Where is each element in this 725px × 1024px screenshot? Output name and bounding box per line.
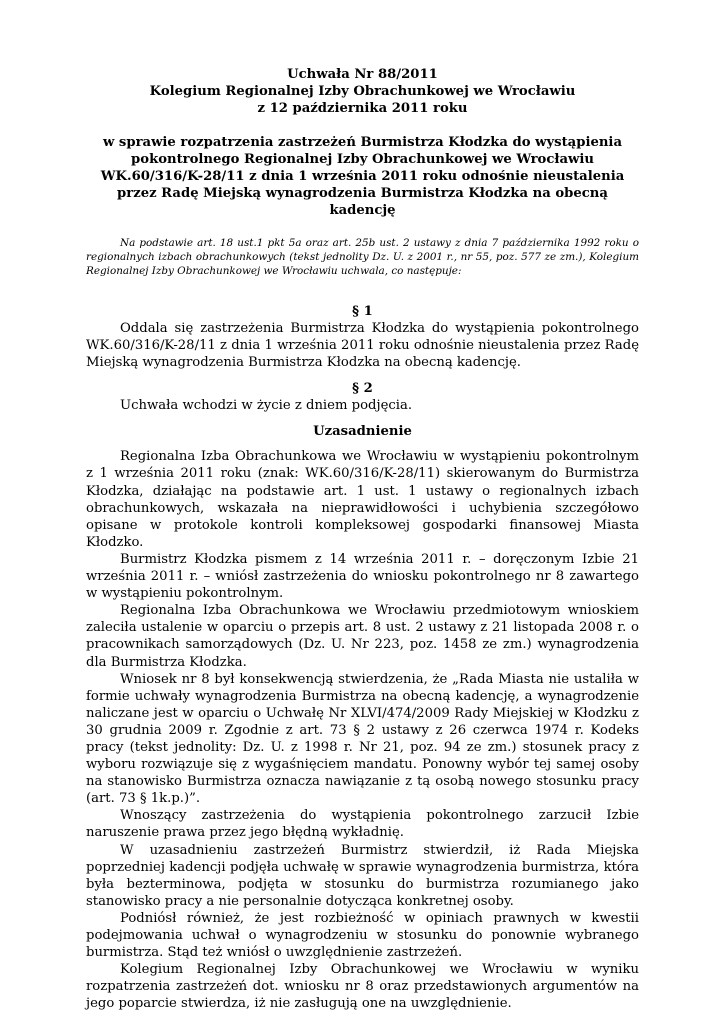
resolution-subject: w sprawie rozpatrzenia zastrzeżeń Burmistrza Kłodzka do wystąpienia pokontrolnego Regionalnej Izby Obrachunkowej we Wrocławiu WK.60/316/K-28/11 z dnia 1 września 2011 roku odnośnie nieustalenia przez Radę Miejską wynagrodzenia Burmistrza Kłodzka na obecną kadencję <box>100 135 625 218</box>
section-1-heading: § 1 <box>352 304 373 319</box>
section-2-heading: § 2 <box>352 381 373 397</box>
justification-paragraph: Wniosek nr 8 był konsekwencją stwierdzenia, że „Rada Miasta nie ustaliła w formie uchwały wynagrodzenia Burmistrza na obecną kadencję, a wynagrodzenie naliczane jest w oparciu o Uchwałę Nr XLVI/474/2009 Rady Miejskiej w Kłodzku z 30 grudnia 2009 r. Zgodnie z art. 73 § 2 ustawy z 26 czerwca 1974 r. Kodeks pracy (tekst jednolity: Dz. U. z 1998 r. Nr 21, poz. 94 ze zm.) stosunek pracy z wyboru rozwiązuje się z wygaśnięciem mandatu. Ponowny wybór tej samej osoby na stanowisko Burmistrza oznacza nawiązanie z tą osobą nowego stosunku pracy (art. 73 § 1k.p.)”. <box>86 671 639 807</box>
section-2-text: Uchwała wchodzi w życie z dniem podjęcia. <box>120 398 413 414</box>
justification-paragraph: Burmistrz Kłodzka pismem z 14 września 2011 r. – doręczonym Izbie 21 września 2011 r. – wniósł zastrzeżenia do wniosku pokontrolnego nr 8 zawartego w wystąpieniu pokontrolnym. <box>86 551 639 602</box>
justification-paragraph: Kolegium Regionalnej Izby Obrachunkowej we Wrocławiu w wyniku rozpatrzenia zastrzeżeń dot. wniosku nr 8 oraz przedstawionych argumentów na jego poparcie stwierdza, iż nie zasługują one na uwzględnienie. <box>86 962 639 1012</box>
resolution-number: Uchwała Nr 88/2011 <box>287 67 438 82</box>
justification-paragraph: Podniósł również, że jest rozbieżność w opiniach prawnych w kwestii podejmowania uchwał o wynagrodzeniu w stosunku do ponownie wybranego burmistrza. Stąd też wniósł o uwzględnienie zastrzeżeń. <box>86 910 639 961</box>
justification-paragraph: Regionalna Izba Obrachunkowa we Wrocławiu przedmiotowym wnioskiem zaleciła ustalenie w oparciu o przepis art. 8 ust. 2 ustawy z 21 listopada 2008 r. o pracownikach samorządowych (Dz. U. Nr 223, poz. 1458 ze zm.) wynagrodzenia dla Burmistrza Kłodzka. <box>86 603 639 670</box>
justification-paragraph: Regionalna Izba Obrachunkowa we Wrocławiu w wystąpieniu pokontrolnym z 1 września 2011 roku (znak: WK.60/316/K-28/11) skierowanym do Burmistrza Kłodzka, działając na podstawie art. 1 ust. 1 ustawy o regionalnych izbach obrachunkowych, wskazała na nieprawidłowości i uchybienia szczegółowo opisane w protokole kontroli kompleksowej gospodarki finansowej Miasta Kłodzko. <box>86 449 639 550</box>
justification-paragraph: Wnoszący zastrzeżenia do wystąpienia pokontrolnego zarzucił Izbie naruszenie prawa przez jego błędną wykładnię. <box>86 808 639 841</box>
legal-basis: Na podstawie art. 18 ust.1 pkt 5a oraz art. 25b ust. 2 ustawy z dnia 7 października 1992 roku o regionalnych izbach obrachunkowych (tekst jednolity Dz. U. z 2001 r., nr 55, poz. 577 ze zm.), Kolegium Regionalnej Izby Obrachunkowej we Wrocławiu uchwala, co następuje: <box>86 237 639 277</box>
justification-heading: Uzasadnienie <box>313 424 412 440</box>
resolution-date: z 12 października 2011 roku <box>257 101 468 116</box>
document-page <box>86 66 639 1012</box>
section-1-text: Oddala się zastrzeżenia Burmistrza Kłodzka do wystąpienia pokontrolnego WK.60/316/K-28/11 z dnia 1 września 2011 roku odnośnie nieustalenia przez Radę Miejską wynagrodzenia Burmistrza Kłodzka na obecną kadencję. <box>86 321 639 371</box>
issuing-body: Kolegium Regionalnej Izby Obrachunkowej we Wrocławiu <box>149 84 576 99</box>
justification-paragraph: W uzasadnieniu zastrzeżeń Burmistrz stwierdził, iż Rada Miejska poprzedniej kadencji podjęła uchwałę w sprawie wynagrodzenia burmistrza, która była bezterminowa, podjęta w stosunku do burmistrza rozumianego jako stanowisko pracy a nie personalnie dotycząca konkretnej osoby. <box>86 842 639 909</box>
